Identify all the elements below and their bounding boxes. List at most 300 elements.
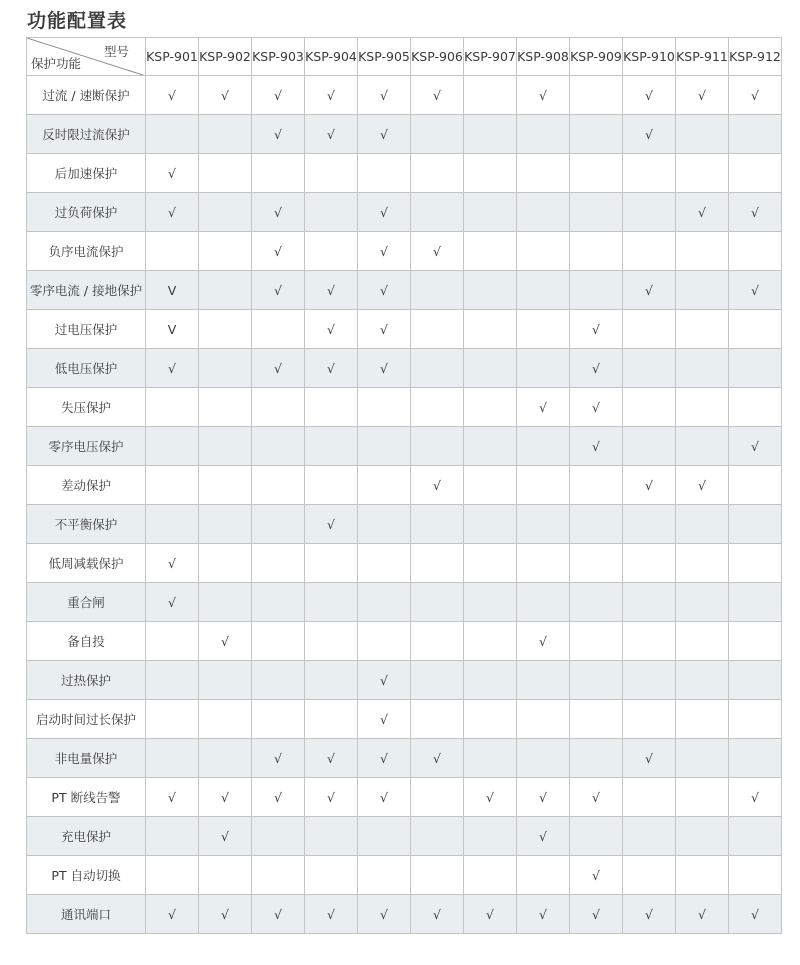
support-mark-cell: √ — [146, 154, 199, 193]
support-mark-cell: √ — [517, 76, 570, 115]
corner-header-cell — [27, 38, 146, 76]
support-mark-cell: √ — [199, 622, 252, 661]
support-mark-cell — [252, 817, 305, 856]
support-mark-cell — [464, 388, 517, 427]
support-mark-cell: √ — [305, 271, 358, 310]
support-mark-cell — [305, 388, 358, 427]
support-mark-cell: √ — [570, 895, 623, 934]
support-mark-cell — [517, 310, 570, 349]
support-mark-cell: √ — [252, 193, 305, 232]
support-mark-cell: √ — [199, 76, 252, 115]
support-mark-cell — [570, 544, 623, 583]
support-mark-cell — [411, 856, 464, 895]
support-mark-cell — [411, 622, 464, 661]
model-header-ksp-904: KSP-904 — [305, 38, 358, 76]
support-mark-cell — [676, 778, 729, 817]
table-row — [27, 778, 782, 817]
support-mark-cell — [146, 856, 199, 895]
support-mark-cell — [146, 817, 199, 856]
table-row — [27, 661, 782, 700]
support-mark-cell — [305, 622, 358, 661]
support-mark-cell — [252, 388, 305, 427]
support-mark-cell: √ — [623, 739, 676, 778]
support-mark-cell — [464, 76, 517, 115]
support-mark-cell — [199, 700, 252, 739]
support-mark-cell: √ — [411, 466, 464, 505]
support-mark-cell — [676, 505, 729, 544]
table-row — [27, 271, 782, 310]
support-mark-cell — [464, 349, 517, 388]
support-mark-cell: √ — [146, 193, 199, 232]
support-mark-cell — [517, 154, 570, 193]
support-mark-cell: √ — [623, 895, 676, 934]
support-mark-cell: √ — [358, 700, 411, 739]
function-name-cell: 反时限过流保护 — [27, 115, 146, 154]
support-mark-cell — [517, 466, 570, 505]
support-mark-cell — [305, 193, 358, 232]
support-mark-cell — [676, 817, 729, 856]
support-mark-cell: √ — [252, 76, 305, 115]
support-mark-cell — [623, 583, 676, 622]
model-header-ksp-911: KSP-911 — [676, 38, 729, 76]
support-mark-cell: √ — [517, 778, 570, 817]
support-mark-cell — [517, 661, 570, 700]
support-mark-cell — [570, 115, 623, 154]
support-mark-cell — [570, 583, 623, 622]
table-row — [27, 700, 782, 739]
support-mark-cell: √ — [570, 310, 623, 349]
support-mark-cell — [623, 700, 676, 739]
table-row — [27, 466, 782, 505]
function-name-cell: 通讯端口 — [27, 895, 146, 934]
support-mark-cell — [464, 856, 517, 895]
support-mark-cell — [464, 115, 517, 154]
function-config-table — [26, 37, 782, 934]
support-mark-cell — [623, 349, 676, 388]
support-mark-cell: √ — [411, 232, 464, 271]
support-mark-cell — [729, 232, 782, 271]
support-mark-cell — [199, 154, 252, 193]
support-mark-cell — [305, 544, 358, 583]
support-mark-cell: √ — [729, 427, 782, 466]
support-mark-cell — [517, 505, 570, 544]
support-mark-cell — [252, 544, 305, 583]
support-mark-cell: √ — [358, 778, 411, 817]
function-name-cell: 备自投 — [27, 622, 146, 661]
support-mark-cell — [464, 310, 517, 349]
support-mark-cell: √ — [199, 895, 252, 934]
table-row — [27, 193, 782, 232]
support-mark-cell — [146, 466, 199, 505]
support-mark-cell: √ — [146, 76, 199, 115]
support-mark-cell: √ — [358, 310, 411, 349]
function-name-cell: 低电压保护 — [27, 349, 146, 388]
support-mark-cell — [464, 271, 517, 310]
support-mark-cell — [146, 622, 199, 661]
support-mark-cell — [676, 739, 729, 778]
support-mark-cell — [517, 739, 570, 778]
support-mark-cell — [517, 115, 570, 154]
support-mark-cell: √ — [464, 895, 517, 934]
function-name-cell: PT 自动切换 — [27, 856, 146, 895]
model-axis-label: 型号 — [103, 44, 129, 59]
support-mark-cell — [199, 310, 252, 349]
support-mark-cell — [729, 856, 782, 895]
support-mark-cell — [199, 271, 252, 310]
support-mark-cell — [517, 700, 570, 739]
support-mark-cell: √ — [199, 817, 252, 856]
function-name-cell: 充电保护 — [27, 817, 146, 856]
support-mark-cell — [623, 193, 676, 232]
support-mark-cell: √ — [623, 271, 676, 310]
support-mark-cell — [305, 427, 358, 466]
support-mark-cell: √ — [146, 778, 199, 817]
support-mark-cell — [570, 76, 623, 115]
support-mark-cell — [729, 388, 782, 427]
support-mark-cell — [146, 115, 199, 154]
table-row — [27, 856, 782, 895]
support-mark-cell — [623, 154, 676, 193]
support-mark-cell — [358, 622, 411, 661]
support-mark-cell: √ — [411, 895, 464, 934]
support-mark-cell — [517, 544, 570, 583]
support-mark-cell — [623, 622, 676, 661]
support-mark-cell: √ — [729, 895, 782, 934]
support-mark-cell — [305, 232, 358, 271]
support-mark-cell — [305, 583, 358, 622]
support-mark-cell — [729, 505, 782, 544]
support-mark-cell: √ — [358, 895, 411, 934]
support-mark-cell — [676, 232, 729, 271]
function-axis-label: 保护功能 — [31, 56, 82, 71]
support-mark-cell: √ — [146, 583, 199, 622]
support-mark-cell — [676, 700, 729, 739]
support-mark-cell — [676, 427, 729, 466]
support-mark-cell — [676, 856, 729, 895]
support-mark-cell — [676, 622, 729, 661]
support-mark-cell: √ — [676, 895, 729, 934]
table-header-row — [27, 38, 782, 76]
function-name-cell: 零序电压保护 — [27, 427, 146, 466]
support-mark-cell — [464, 466, 517, 505]
support-mark-cell — [676, 115, 729, 154]
support-mark-cell — [464, 739, 517, 778]
support-mark-cell — [146, 427, 199, 466]
support-mark-cell: V — [146, 271, 199, 310]
support-mark-cell — [358, 856, 411, 895]
table-row — [27, 739, 782, 778]
support-mark-cell — [517, 271, 570, 310]
function-name-cell: PT 断线告警 — [27, 778, 146, 817]
support-mark-cell: √ — [358, 115, 411, 154]
support-mark-cell — [729, 154, 782, 193]
support-mark-cell: √ — [252, 895, 305, 934]
model-header-ksp-902: KSP-902 — [199, 38, 252, 76]
model-header-ksp-903: KSP-903 — [252, 38, 305, 76]
function-name-cell: 非电量保护 — [27, 739, 146, 778]
support-mark-cell — [570, 817, 623, 856]
support-mark-cell — [464, 583, 517, 622]
support-mark-cell — [570, 193, 623, 232]
support-mark-cell: √ — [252, 739, 305, 778]
support-mark-cell: √ — [305, 739, 358, 778]
table-row — [27, 310, 782, 349]
support-mark-cell — [146, 232, 199, 271]
support-mark-cell: √ — [252, 271, 305, 310]
support-mark-cell — [729, 583, 782, 622]
support-mark-cell: √ — [623, 76, 676, 115]
table-row — [27, 115, 782, 154]
support-mark-cell: √ — [570, 427, 623, 466]
support-mark-cell: √ — [570, 856, 623, 895]
support-mark-cell: √ — [517, 817, 570, 856]
support-mark-cell: √ — [676, 193, 729, 232]
support-mark-cell — [623, 388, 676, 427]
support-mark-cell — [464, 427, 517, 466]
function-name-cell: 过负荷保护 — [27, 193, 146, 232]
support-mark-cell — [676, 154, 729, 193]
support-mark-cell — [623, 778, 676, 817]
support-mark-cell — [411, 388, 464, 427]
function-name-cell: 过电压保护 — [27, 310, 146, 349]
support-mark-cell — [570, 700, 623, 739]
model-header-ksp-908: KSP-908 — [517, 38, 570, 76]
support-mark-cell: √ — [729, 271, 782, 310]
support-mark-cell: √ — [517, 622, 570, 661]
support-mark-cell: √ — [146, 544, 199, 583]
support-mark-cell — [305, 856, 358, 895]
support-mark-cell: √ — [358, 349, 411, 388]
support-mark-cell — [358, 466, 411, 505]
support-mark-cell — [252, 154, 305, 193]
support-mark-cell: √ — [146, 349, 199, 388]
support-mark-cell: √ — [252, 232, 305, 271]
support-mark-cell: √ — [305, 115, 358, 154]
support-mark-cell — [252, 466, 305, 505]
support-mark-cell — [199, 388, 252, 427]
support-mark-cell — [517, 349, 570, 388]
support-mark-cell — [570, 661, 623, 700]
function-name-cell: 不平衡保护 — [27, 505, 146, 544]
table-row — [27, 232, 782, 271]
support-mark-cell: √ — [252, 349, 305, 388]
support-mark-cell — [464, 700, 517, 739]
support-mark-cell — [252, 661, 305, 700]
table-row — [27, 817, 782, 856]
support-mark-cell — [570, 505, 623, 544]
support-mark-cell: √ — [570, 778, 623, 817]
model-header-ksp-909: KSP-909 — [570, 38, 623, 76]
support-mark-cell — [305, 661, 358, 700]
support-mark-cell: √ — [729, 778, 782, 817]
support-mark-cell — [729, 817, 782, 856]
support-mark-cell — [252, 505, 305, 544]
support-mark-cell — [252, 427, 305, 466]
table-row — [27, 76, 782, 115]
support-mark-cell — [146, 739, 199, 778]
support-mark-cell — [411, 661, 464, 700]
support-mark-cell: √ — [623, 115, 676, 154]
support-mark-cell — [729, 700, 782, 739]
support-mark-cell — [676, 310, 729, 349]
support-mark-cell — [252, 310, 305, 349]
support-mark-cell — [199, 193, 252, 232]
support-mark-cell — [199, 349, 252, 388]
support-mark-cell — [676, 583, 729, 622]
table-row — [27, 427, 782, 466]
support-mark-cell: √ — [358, 661, 411, 700]
support-mark-cell: √ — [358, 739, 411, 778]
table-body — [27, 76, 782, 934]
support-mark-cell — [199, 544, 252, 583]
support-mark-cell — [358, 388, 411, 427]
model-header-ksp-905: KSP-905 — [358, 38, 411, 76]
support-mark-cell: √ — [305, 76, 358, 115]
support-mark-cell — [411, 154, 464, 193]
table-row — [27, 895, 782, 934]
support-mark-cell — [199, 427, 252, 466]
support-mark-cell — [570, 739, 623, 778]
support-mark-cell: √ — [305, 895, 358, 934]
support-mark-cell: √ — [305, 349, 358, 388]
support-mark-cell: √ — [676, 466, 729, 505]
function-name-cell: 失压保护 — [27, 388, 146, 427]
support-mark-cell — [623, 661, 676, 700]
support-mark-cell — [517, 232, 570, 271]
table-row — [27, 349, 782, 388]
support-mark-cell — [676, 349, 729, 388]
support-mark-cell: √ — [676, 76, 729, 115]
support-mark-cell — [199, 466, 252, 505]
support-mark-cell — [146, 388, 199, 427]
support-mark-cell — [623, 544, 676, 583]
support-mark-cell — [358, 427, 411, 466]
function-name-cell: 重合闸 — [27, 583, 146, 622]
page-title: 功能配置表 — [27, 10, 128, 32]
support-mark-cell — [305, 700, 358, 739]
support-mark-cell: √ — [570, 349, 623, 388]
support-mark-cell — [464, 817, 517, 856]
support-mark-cell — [199, 115, 252, 154]
support-mark-cell — [411, 271, 464, 310]
support-mark-cell: √ — [411, 739, 464, 778]
support-mark-cell — [464, 154, 517, 193]
function-name-cell: 过热保护 — [27, 661, 146, 700]
support-mark-cell — [729, 466, 782, 505]
support-mark-cell: √ — [411, 76, 464, 115]
support-mark-cell — [358, 154, 411, 193]
support-mark-cell — [252, 700, 305, 739]
support-mark-cell: √ — [252, 778, 305, 817]
support-mark-cell — [676, 271, 729, 310]
support-mark-cell: √ — [305, 778, 358, 817]
function-name-cell: 低周减载保护 — [27, 544, 146, 583]
support-mark-cell — [305, 466, 358, 505]
support-mark-cell — [411, 778, 464, 817]
support-mark-cell: √ — [252, 115, 305, 154]
support-mark-cell — [146, 505, 199, 544]
table-row — [27, 388, 782, 427]
model-header-ksp-907: KSP-907 — [464, 38, 517, 76]
support-mark-cell: √ — [146, 895, 199, 934]
support-mark-cell — [517, 193, 570, 232]
support-mark-cell — [729, 115, 782, 154]
support-mark-cell: √ — [623, 466, 676, 505]
support-mark-cell — [729, 310, 782, 349]
table-row — [27, 505, 782, 544]
function-name-cell: 零序电流 / 接地保护 — [27, 271, 146, 310]
support-mark-cell — [464, 661, 517, 700]
support-mark-cell — [411, 310, 464, 349]
support-mark-cell — [146, 661, 199, 700]
support-mark-cell — [729, 739, 782, 778]
support-mark-cell — [517, 427, 570, 466]
support-mark-cell: √ — [305, 505, 358, 544]
model-header-ksp-912: KSP-912 — [729, 38, 782, 76]
support-mark-cell: √ — [305, 310, 358, 349]
table-row — [27, 154, 782, 193]
model-header-ksp-901: KSP-901 — [146, 38, 199, 76]
support-mark-cell — [146, 700, 199, 739]
support-mark-cell — [411, 115, 464, 154]
support-mark-cell: √ — [729, 76, 782, 115]
support-mark-cell — [517, 583, 570, 622]
support-mark-cell — [411, 700, 464, 739]
support-mark-cell — [411, 544, 464, 583]
table-row — [27, 544, 782, 583]
support-mark-cell — [676, 661, 729, 700]
support-mark-cell — [623, 427, 676, 466]
support-mark-cell: √ — [358, 271, 411, 310]
support-mark-cell: √ — [464, 778, 517, 817]
support-mark-cell — [464, 622, 517, 661]
support-mark-cell: √ — [729, 193, 782, 232]
support-mark-cell — [570, 622, 623, 661]
support-mark-cell — [358, 817, 411, 856]
support-mark-cell: V — [146, 310, 199, 349]
function-name-cell: 后加速保护 — [27, 154, 146, 193]
support-mark-cell — [358, 544, 411, 583]
table-row — [27, 622, 782, 661]
support-mark-cell — [517, 856, 570, 895]
support-mark-cell — [199, 232, 252, 271]
support-mark-cell: √ — [358, 76, 411, 115]
support-mark-cell — [729, 661, 782, 700]
support-mark-cell — [305, 154, 358, 193]
support-mark-cell — [729, 544, 782, 583]
model-header-ksp-906: KSP-906 — [411, 38, 464, 76]
support-mark-cell — [623, 856, 676, 895]
support-mark-cell — [411, 583, 464, 622]
support-mark-cell — [411, 427, 464, 466]
support-mark-cell — [729, 349, 782, 388]
support-mark-cell: √ — [517, 895, 570, 934]
support-mark-cell — [199, 856, 252, 895]
support-mark-cell — [411, 193, 464, 232]
support-mark-cell — [623, 817, 676, 856]
support-mark-cell — [570, 232, 623, 271]
support-mark-cell — [570, 154, 623, 193]
table-row — [27, 583, 782, 622]
support-mark-cell — [252, 856, 305, 895]
support-mark-cell — [252, 622, 305, 661]
function-name-cell: 差动保护 — [27, 466, 146, 505]
support-mark-cell — [411, 505, 464, 544]
support-mark-cell — [676, 544, 729, 583]
support-mark-cell — [676, 388, 729, 427]
support-mark-cell: √ — [199, 778, 252, 817]
support-mark-cell: √ — [570, 388, 623, 427]
